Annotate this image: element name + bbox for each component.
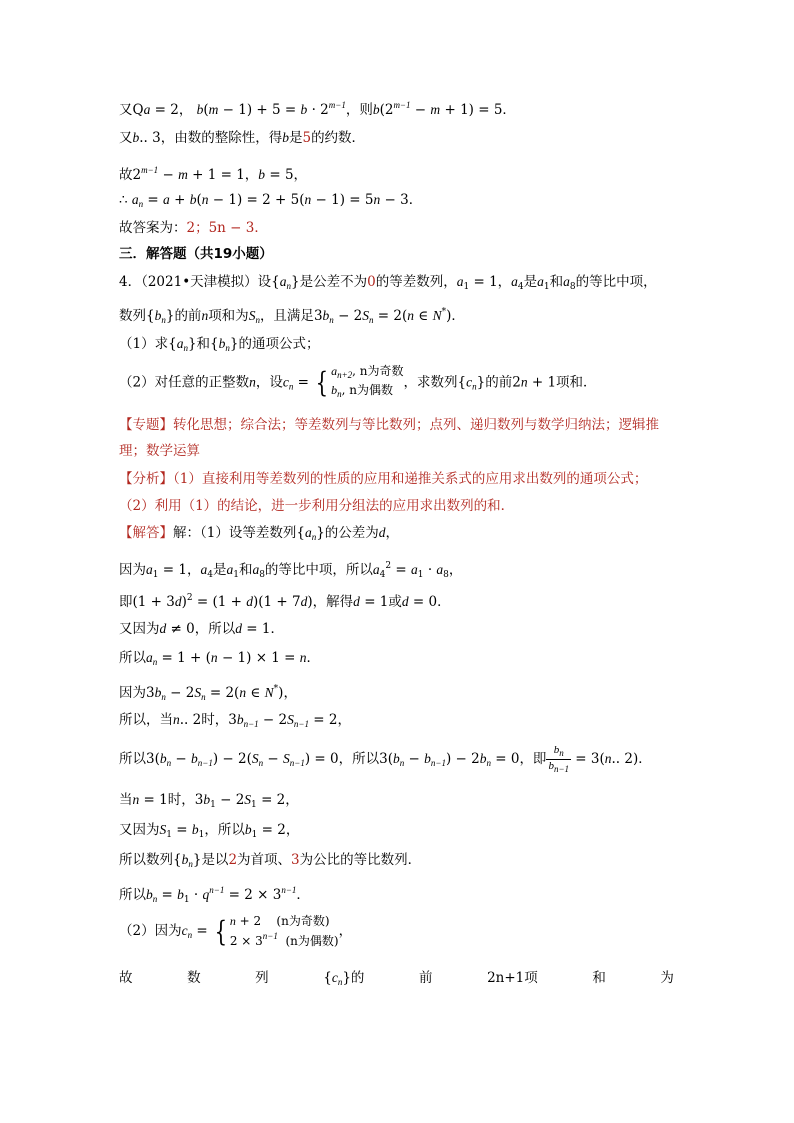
question-4-line-2: 数列$\{b_n\}$的前n项和为$S_n$，且满足$3b_n - 2S_n = 2(n$ ∈ N*)． [119, 307, 465, 325]
solution-step-9: 又因为$S_1 = b_1$，所以$b_1 = 2$， [119, 822, 300, 840]
final-line: 故 数 列 $\{c_n\}$的 前 2n+1项 和 为 [119, 970, 674, 987]
topic-line-1: 【专题】转化思想；综合法；等差数列与等比数列；点列、递归数列与数学归纳法；逻辑推 [119, 417, 659, 433]
question-4-part-2: （2）对任意的正整数n，设$c_n$ = { $a_{n+2}$, n为奇数 $b_n$, n为偶数 ，求数列$\{c_n\}$的前2n + 1项和． [119, 364, 597, 399]
solution-step-5: 因为$3b_n - 2S_n = 2(n$ ∈ N*)， [119, 684, 297, 702]
solution-step-2: 即$(1 + 3d)^2 = (1 + d)(1 + 7d)$，解得d = 1或d = 0． [119, 593, 451, 610]
solution-step-7: 所以$3(b_n - b_{n-1}) - 2(S_n - S_{n-1}) = 0$，所以$3(b_n - b_{n-1}) - 2b_n = 0$，即 $\frac{b_n}{b_{n-1}}$ = 3(n.. 2)． [119, 744, 652, 774]
line-1: 又Qa = 2， $b(m - 1) + 5 = b \cdot 2^{m-1}$，则$b(2^{m-1} - m + 1) = 5$． [119, 100, 516, 118]
solution-step-3: 又因为d ≠ 0，所以d = 1． [119, 621, 284, 637]
line-3: 故$2^{m-1} - m + 1 = 1$，b = 5， [119, 165, 308, 183]
solution-step-4: 所以$a_n = 1 + (n - 1) \times 1 = n$． [119, 650, 321, 667]
question-4-line-1: 4．（2021•天津模拟）设$\{a_n\}$是公差不为0的等差数列，$a_1 = 1$，$a_4$是$a_1$和$a_8$的等比中项， [119, 274, 657, 292]
solution-step-11: 所以$b_n = b_1 \cdot q^{n-1} = 2 \times 3^{n-1}$． [119, 885, 310, 905]
solution-step-6: 所以，当n.. 2时，$3b_{n-1} - 2S_{n-1} = 2$， [119, 712, 351, 729]
line-5: 故答案为：2；5n − 3． [119, 220, 268, 236]
analysis-line-2: （2）利用（1）的结论，进一步利用分组法的应用求出数列的和． [119, 498, 515, 514]
section-heading: 三．解答题（共19小题） [119, 246, 273, 262]
line-4: ∴ $a_n = a + b(n - 1) = 2 + 5(n - 1) = 5n - 3$． [119, 192, 423, 209]
line-2: 又b.. 3，由数的整除性，得b是5的约数． [119, 130, 366, 146]
solution-step-12: （2）因为$c_n$ = { n + 2 (n为奇数) $2 \times 3^{n-1}$ (n为偶数) ， [119, 914, 353, 948]
answer-line-1: 【解答】解：（1）设等差数列$\{a_n\}$的公差为d， [119, 525, 400, 542]
topic-line-2: 理；数学运算 [119, 443, 200, 459]
solution-step-1: 因为$a_1 = 1$，$a_4$是$a_1$和$a_8$的等比中项，所以$a_4^2 = a_1 \cdot a_8$， [119, 561, 463, 580]
analysis-line-1: 【分析】（1）直接利用等差数列的性质的应用和递推关系式的应用求出数列的通项公式； [119, 471, 648, 487]
solution-step-10: 所以数列$\{b_n\}$是以2为首项、3为公比的等比数列． [119, 852, 422, 869]
question-4-part-1: （1）求$\{a_n\}$和$\{b_n\}$的通项公式； [119, 336, 320, 353]
solution-step-8: 当n = 1时，$3b_1 - 2S_1 = 2$， [119, 792, 299, 810]
